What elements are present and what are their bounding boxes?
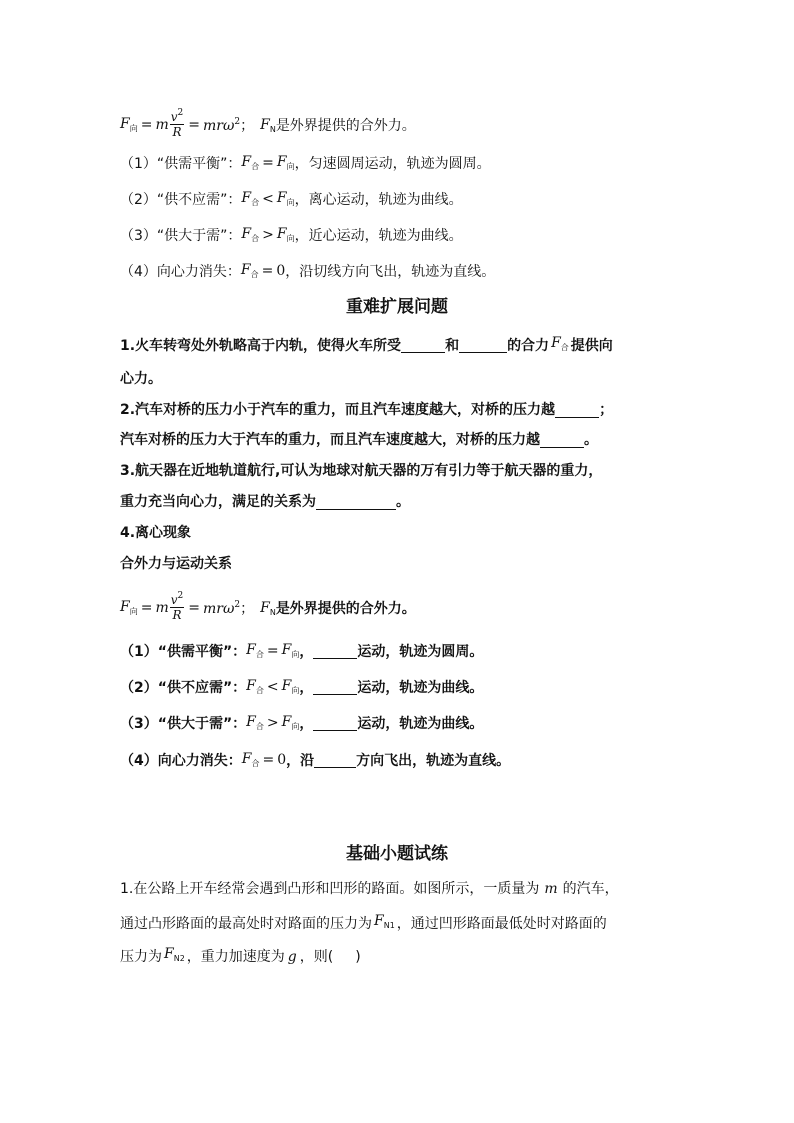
practice-question-1-line-2: 通过凸形路面的最高处时对路面的压力为 $F_{N1}$ ，通过凹形路面最低处时对路面的 — [120, 913, 607, 932]
practice-question-1-line-3: 压力为 $F_{N2}$ ，重力加速度为 g ，则( ) — [120, 946, 361, 965]
top-item-4: （4）向心力消失： $F_合$ = 0 ，沿切线方向飞出，轨迹为直线。 — [120, 262, 496, 280]
section-title-key-problems: 重难扩展问题 — [346, 297, 448, 317]
equals-sign: = — [188, 117, 200, 133]
answer-blank — [459, 338, 507, 353]
question-4-subtitle: 合外力与运动关系 — [120, 556, 232, 572]
section-title-basic-practice: 基础小题试练 — [346, 844, 448, 864]
question-3-line-1: 3.航天器在近地轨道航行,可认为地球对航天器的万有引力等于航天器的重力， — [120, 463, 603, 479]
mr-omega-squared: mrω$^2$ — [202, 116, 241, 134]
answer-blank — [401, 338, 445, 353]
answer-blank — [313, 716, 357, 731]
question-2-line-2: 汽车对桥的压力大于汽车的重力，而且汽车速度越大，对桥的压力越 。 — [120, 432, 598, 448]
answer-blank — [540, 433, 584, 448]
top-item-3: （3）“供大于需”： $F_合$ > $F_向$ ，近心运动，轨迹为曲线。 — [120, 226, 463, 244]
question-2-line-1: 2.汽车对桥的压力小于汽车的重力，而且汽车速度越大，对桥的压力越 ； — [120, 402, 614, 418]
question-1-line-1: 1.火车转弯处外轨略高于内轨，使得火车所受 和 的合力 $F_合$ 提供向 — [120, 335, 613, 354]
practice-question-1-line-1: 1.在公路上开车经常会遇到凸形和凹形的路面。如图所示，一质量为 m 的汽车， — [120, 881, 619, 897]
mid-item-1: （1）“供需平衡”： $F_合$ = $F_向$ ， 运动，轨迹为圆周。 — [120, 642, 484, 660]
formula-separator: ； — [240, 118, 255, 134]
top-item-1: （1）“供需平衡”： $F_合$ = $F_向$ ，匀速圆周运动，轨迹为圆周。 — [120, 154, 491, 172]
centripetal-formula-top — [120, 105, 416, 145]
v-squared-over-r: $\frac{v^2}{R}$ — [170, 107, 184, 139]
force-symbol: $F_向$ — [120, 116, 138, 133]
mid-item-3: （3）“供大于需”： $F_合$ > $F_向$ ， 运动，轨迹为曲线。 — [120, 714, 484, 732]
answer-blank — [313, 644, 357, 659]
formula-description: 是外界提供的合外力。 — [275, 118, 416, 134]
question-3-line-2: 重力充当向心力，满足的关系为 。 — [120, 494, 410, 510]
centripetal-formula-mid: $F_向$ = m $\frac{v^2}{R}$ = mrω$^2$ ； $F_N$ 是外界提供的合外力。 — [120, 590, 416, 622]
top-item-2: （2）“供不应需”： $F_合$ < $F_向$ ，离心运动，轨迹为曲线。 — [120, 190, 463, 208]
normal-force-symbol: $F_N$ — [260, 116, 276, 134]
answer-blank — [555, 403, 599, 418]
answer-blank — [314, 753, 356, 768]
mid-item-4: （4）向心力消失： $F_合$ = 0 ，沿 方向飞出，轨迹为直线。 — [120, 751, 511, 769]
equals-sign: = — [140, 117, 153, 133]
question-1-line-2: 心力。 — [120, 371, 162, 387]
question-4-title: 4.离心现象 — [120, 525, 192, 541]
answer-blank — [313, 680, 357, 695]
answer-blank — [316, 495, 396, 510]
mid-item-2: （2）“供不应需”： $F_合$ < $F_向$ ， 运动，轨迹为曲线。 — [120, 678, 484, 696]
mass-symbol: m — [155, 117, 169, 133]
